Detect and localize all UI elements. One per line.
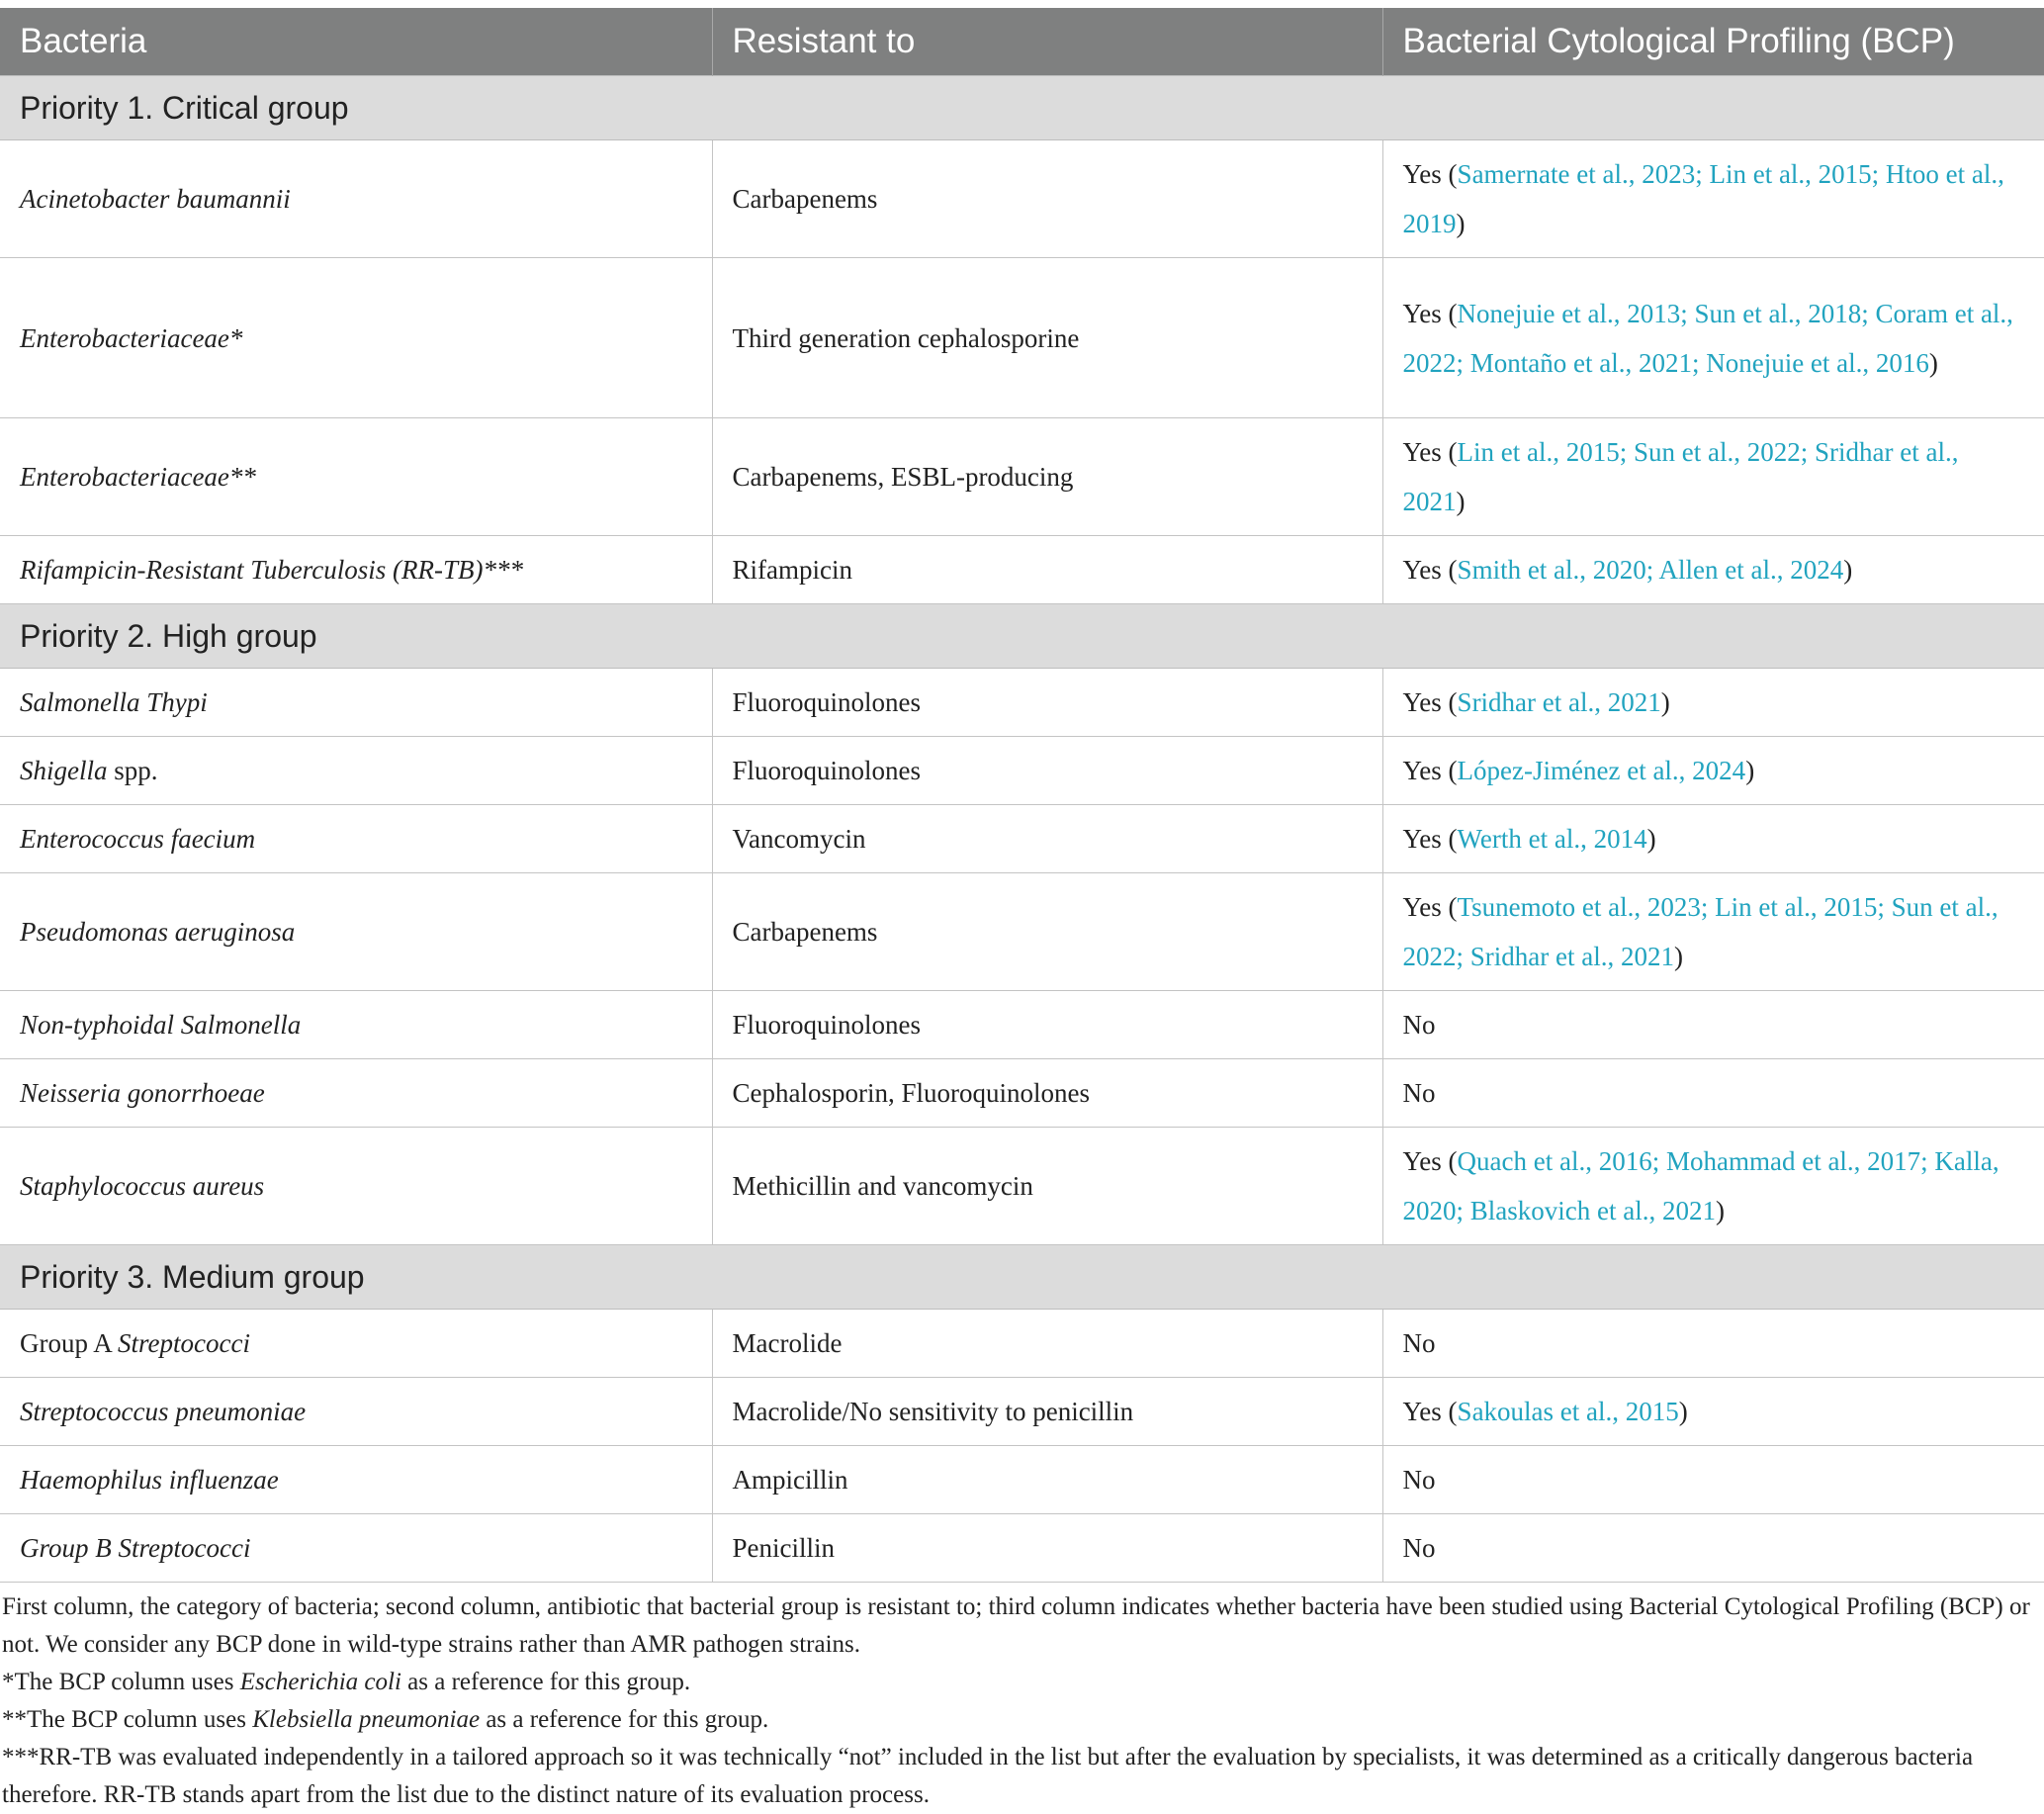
group-title: Priority 2. High group [0,604,2044,669]
bacteria-cell: Acinetobacter baumannii [0,140,712,258]
bcp-cell: No [1382,1446,2044,1514]
resistant-cell: Ampicillin [712,1446,1382,1514]
bacteria-cell: Group A Streptococci [0,1310,712,1378]
header-bcp: Bacterial Cytological Profiling (BCP) [1382,8,2044,76]
reference-link[interactable]: Tsunemoto et al., 2023; Lin et al., 2015; Sun et al., 2022; Sridhar et al., 2021 [1402,892,1999,971]
header-resistant-to: Resistant to [712,8,1382,76]
resistant-cell: Carbapenems [712,873,1382,991]
bacteria-cell: Shigella spp. [0,737,712,805]
table-row [0,1310,2044,1378]
bcp-cell: Yes (Sakoulas et al., 2015) [1382,1378,2044,1446]
table-row [0,1059,2044,1128]
table-footnotes [0,1583,2034,1814]
bacteria-cell: Group B Streptococci [0,1514,712,1583]
bcp-cell: Yes (Tsunemoto et al., 2023; Lin et al., 2015; Sun et al., 2022; Sridhar et al., 2021) [1382,873,2044,991]
reference-link[interactable]: Lin et al., 2015; Sun et al., 2022; Sridhar et al., 2021 [1402,437,1959,516]
group-title: Priority 1. Critical group [0,76,2044,140]
table-row [0,258,2044,418]
bacteria-cell: Neisseria gonorrhoeae [0,1059,712,1128]
bacteria-cell: Pseudomonas aeruginosa [0,873,712,991]
resistant-cell: Rifampicin [712,536,1382,604]
bcp-cell: No [1382,991,2044,1059]
table-row [0,873,2044,991]
reference-link[interactable]: Sridhar et al., 2021 [1457,687,1661,717]
bcp-cell: No [1382,1310,2044,1378]
bacteria-cell: Rifampicin-Resistant Tuberculosis (RR-TB)*** [0,536,712,604]
resistant-cell: Carbapenems [712,140,1382,258]
bcp-cell: Yes (Werth et al., 2014) [1382,805,2044,873]
bacteria-cell: Enterobacteriaceae* [0,258,712,418]
bcp-cell: Yes (Lin et al., 2015; Sun et al., 2022; Sridhar et al., 2021) [1382,418,2044,536]
table-row [0,418,2044,536]
table-row [0,1128,2044,1245]
resistant-cell: Cephalosporin, Fluoroquinolones [712,1059,1382,1128]
bacteria-cell: Enterobacteriaceae** [0,418,712,536]
resistant-cell: Fluoroquinolones [712,991,1382,1059]
bacteria-cell: Staphylococcus aureus [0,1128,712,1245]
bcp-cell: Yes (Samernate et al., 2023; Lin et al., 2015; Htoo et al., 2019) [1382,140,2044,258]
header-bacteria: Bacteria [0,8,712,76]
reference-link[interactable]: Smith et al., 2020; Allen et al., 2024 [1457,555,1844,585]
resistant-cell: Methicillin and vancomycin [712,1128,1382,1245]
table-row [0,1514,2044,1583]
reference-link[interactable]: Samernate et al., 2023; Lin et al., 2015; Htoo et al., 2019 [1402,159,2004,238]
resistant-cell: Fluoroquinolones [712,669,1382,737]
table-row [0,140,2044,258]
table-row [0,536,2044,604]
resistant-cell: Third generation cephalosporine [712,258,1382,418]
footnote-1: *The BCP column uses Escherichia coli as a reference for this group. [2,1669,691,1695]
amr-bcp-table [0,8,2044,1583]
reference-link[interactable]: Quach et al., 2016; Mohammad et al., 2017; Kalla, 2020; Blaskovich et al., 2021 [1402,1146,2000,1225]
bacteria-cell: Salmonella Thypi [0,669,712,737]
reference-link[interactable]: Werth et al., 2014 [1457,824,1647,854]
bcp-cell: Yes (Quach et al., 2016; Mohammad et al., 2017; Kalla, 2020; Blaskovich et al., 2021) [1382,1128,2044,1245]
bcp-cell: Yes (Smith et al., 2020; Allen et al., 2024) [1382,536,2044,604]
bacteria-cell: Enterococcus faecium [0,805,712,873]
group-title: Priority 3. Medium group [0,1245,2044,1310]
resistant-cell: Macrolide/No sensitivity to penicillin [712,1378,1382,1446]
footnote-3: ***RR-TB was evaluated independently in a tailored approach so it was technically “not” included in the list but after the evaluation by specialists, it was determined as a critically dangerous bacteria therefore. RR-TB stands apart from the list due to the distinct nature of its evaluation process. [2,1744,1974,1808]
bcp-cell: Yes (Sridhar et al., 2021) [1382,669,2044,737]
reference-link[interactable]: López-Jiménez et al., 2024 [1457,756,1746,785]
group-row [0,1245,2044,1310]
bcp-cell: No [1382,1059,2044,1128]
bcp-cell: Yes (Nonejuie et al., 2013; Sun et al., 2018; Coram et al., 2022; Montaño et al., 2021; Nonejuie et al., 2016) [1382,258,2044,418]
resistant-cell: Fluoroquinolones [712,737,1382,805]
table-row [0,1378,2044,1446]
table-row [0,669,2044,737]
bacteria-cell: Streptococcus pneumoniae [0,1378,712,1446]
bcp-cell: Yes (López-Jiménez et al., 2024) [1382,737,2044,805]
table-row [0,805,2044,873]
resistant-cell: Penicillin [712,1514,1382,1583]
bacteria-cell: Non-typhoidal Salmonella [0,991,712,1059]
table-row [0,737,2044,805]
group-row [0,604,2044,669]
resistant-cell: Macrolide [712,1310,1382,1378]
footnote-2: **The BCP column uses Klebsiella pneumoniae as a reference for this group. [2,1706,769,1733]
bcp-cell: No [1382,1514,2044,1583]
table-page [0,8,2044,1814]
bacteria-cell: Haemophilus influenzae [0,1446,712,1514]
resistant-cell: Carbapenems, ESBL-producing [712,418,1382,536]
table-row [0,991,2044,1059]
table-row [0,1446,2044,1514]
footnote-main: First column, the category of bacteria; second column, antibiotic that bacterial group is resistant to; third column indicates whether bacteria have been studied using Bacterial Cytological Profiling (BCP) or not. We consider any BCP done in wild-type strains rather than AMR pathogen strains. [2,1593,2030,1658]
resistant-cell: Vancomycin [712,805,1382,873]
group-row [0,76,2044,140]
header-row [0,8,2044,76]
reference-link[interactable]: Nonejuie et al., 2013; Sun et al., 2018; Coram et al., 2022; Montaño et al., 2021; Nonejuie et al., 2016 [1402,298,2013,378]
reference-link[interactable]: Sakoulas et al., 2015 [1457,1397,1679,1426]
